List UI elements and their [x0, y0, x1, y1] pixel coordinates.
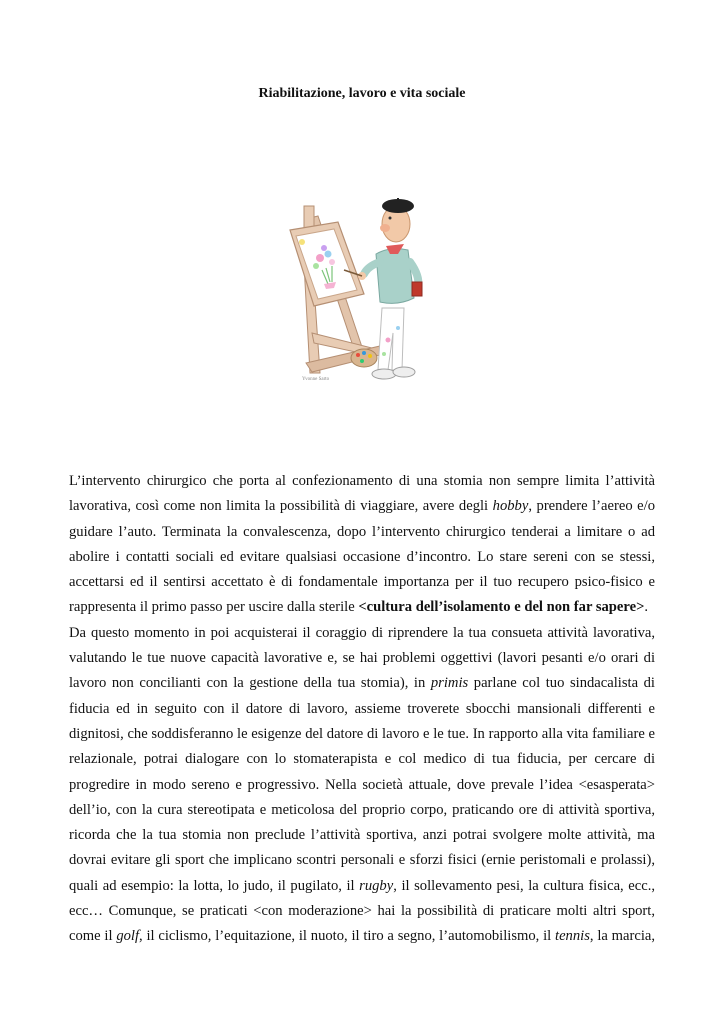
illustration-signature: Yvonne Sarto: [302, 377, 330, 382]
painter-illustration-svg: [272, 158, 432, 404]
body-text: [69, 469, 655, 950]
paragraph-1: L’intervento chirurgico che porta al confezionamento di una stomia non sempre limita l’attività lavorativa, così come non limita la possibilità di viaggiare, avere degli hobby, prendere l’aereo e/o guidare l’auto. Terminata la convalescenza, dopo l’intervento chirurgico tenderai a limitare o ad abolire i contatti sociali ed evitare qualsiasi occasione d’incontro. Lo stare sereni con se stessi, accettarsi ed il sentirsi accettato è di fondamentale importanza per il tuo recupero psico-fisico e rappresenta il primo passo per uscire dalla sterile <cultura dell’isolamento e del non far sapere>.: [69, 473, 655, 616]
painter-at-easel-illustration: [272, 158, 432, 404]
document-title: Riabilitazione, lavoro e vita sociale: [258, 86, 466, 101]
paragraph-2: Da questo momento in poi acquisterai il coraggio di riprendere la tua consueta attività lavorativa, valutando le tue nuove capacità lavorative e, se hai problemi oggettivi (lavori pesanti e/o orari di lavoro non concilianti con la gestione della tua stomia), in primis parlane col tuo sindacalista di fiducia ed in seguito con il datore di lavoro, assieme troverete sbocchi mansionali differenti e dignitosi, che soddisferanno le esigenze del datore di lavoro e le tue. In rapporto alla vita familiare e relazionale, potrai dialogare con lo stomaterapista e col medico di tua fiducia, per cercare di progredire in modo sereno e progressivo. Nella società attuale, dove prevale l’idea <esasperata> dell’io, con la cura stereotipata e meticolosa del proprio corpo, praticando ore di attività sportiva, ricorda che la tua stomia non preclude l’attività sportiva, anzi potrai svolgere molte attività, ma dovrai evitare gli sport che implicano scontri personali e sforzi fisici (ernie peristomali e prolassi), quali ad esempio: la lotta, lo judo, il pugilato, il rugby, il sollevamento pesi, la cultura fisica, ecc., ecc… Comunque, se praticati <con moderazione> hai la possibilità di praticare molti altri sport, come il golf, il ciclismo, l’equitazione, il nuoto, il tiro a segno, l’automobilismo, il tennis, la marcia,: [69, 624, 656, 945]
